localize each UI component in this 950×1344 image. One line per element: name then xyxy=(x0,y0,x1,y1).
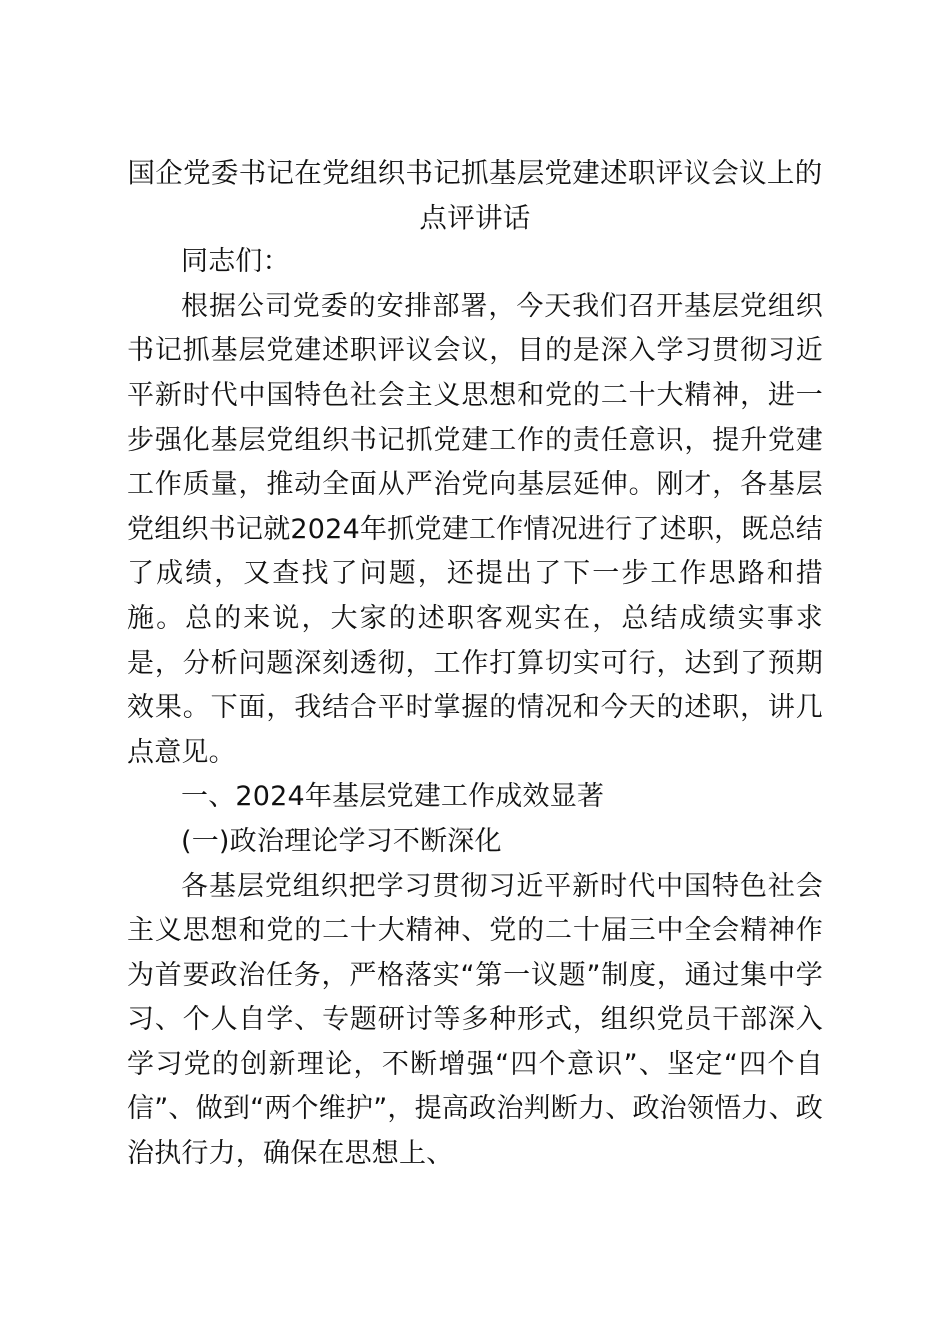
intro-paragraph: 根据公司党委的安排部署，今天我们召开基层党组织书记抓基层党建述职评议会议，目的是深入学习贯彻习近平新时代中国特色社会主义思想和党的二十大精神，进一步强化基层党组织书记抓党建工作的责任意识，提升党建工作质量，推动全面从严治党向基层延伸。刚才，各基层党组织书记就2024年抓党建工作情况进行了述职，既总结了成绩，又查找了问题，还提出了下一步工作思路和措施。总的来说，大家的述职客观实在，总结成绩实事求是，分析问题深刻透彻，工作打算切实可行，达到了预期效果。下面，我结合平时掌握的情况和今天的述职，讲几点意见。 xyxy=(127,290,823,768)
document-title: 国企党委书记在党组织书记抓基层党建述职评议会议上的点评讲话 xyxy=(127,157,823,234)
section-heading: 一、2024年基层党建工作成效显著 xyxy=(181,781,605,813)
document-body xyxy=(127,151,823,1177)
salutation: 同志们： xyxy=(181,246,290,278)
subsection-heading: (一)政治理论学习不断深化 xyxy=(181,825,502,857)
body-paragraph: 各基层党组织把学习贯彻习近平新时代中国特色社会主义思想和党的二十大精神、党的二十届三中全会精神作为首要政治任务，严格落实“第一议题”制度，通过集中学习、个人自学、专题研讨等多种形式，组织党员干部深入学习党的创新理论，不断增强“四个意识”、坚定“四个自信”、做到“两个维护”，提高政治判断力、政治领悟力、政治执行力，确保在思想上、 xyxy=(127,870,823,1170)
